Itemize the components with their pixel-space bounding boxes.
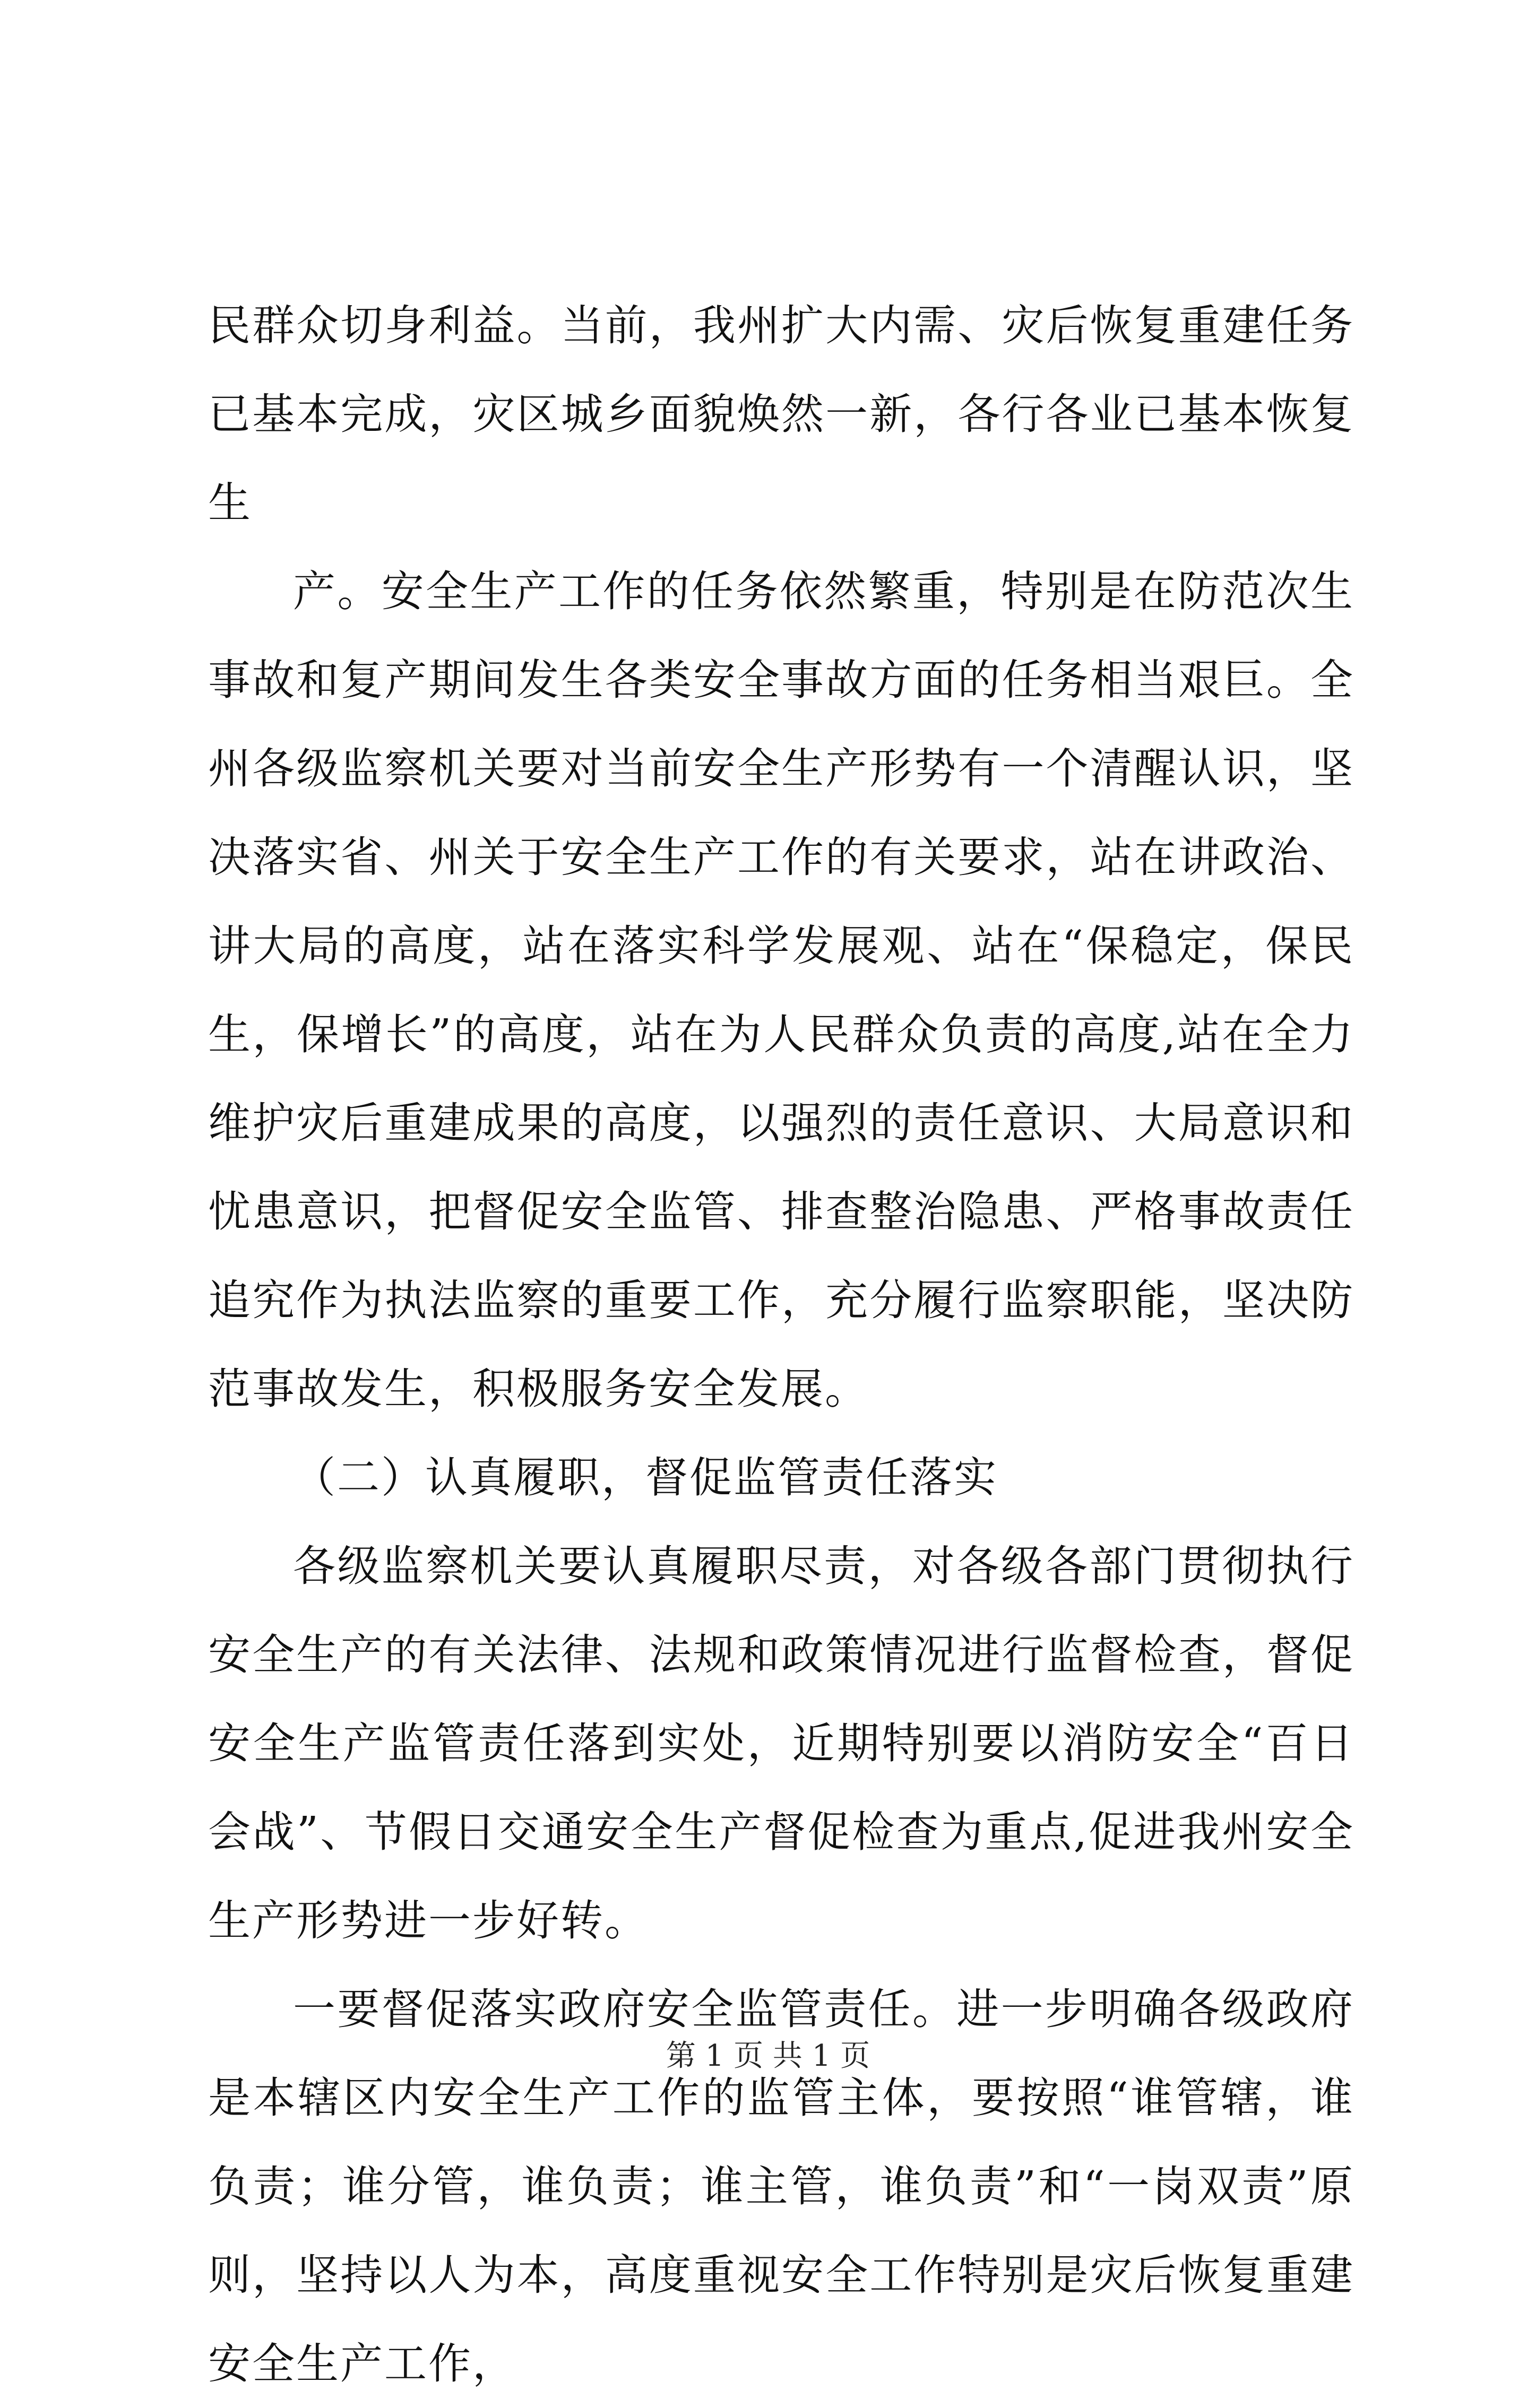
section-heading: （二）认真履职，督促监管责任落实: [293, 1453, 998, 1502]
paragraph-supervision-duty: 各级监察机关要认真履职尽责，对各级各部门贯彻执行安全生产的有关法律、法规和政策情况进行监督检查，督促安全生产监管责任落到实处，近期特别要以消防安全“百日会战”、节假日交通安全生产督促检查为重点,促进我州安全生产形势进一步好转。: [208, 1541, 1354, 1945]
paragraph-government-responsibility: 一要督促落实政府安全监管责任。进一步明确各级政府是本辖区内安全生产工作的监管主体，要按照“谁管辖，谁负责；谁分管，谁负责；谁主管，谁负责”和“一岗双责”原则，坚持以人为本，高度重视安全工作特别是灾后恢复重建安全生产工作，: [208, 1985, 1354, 2388]
page-footer: 第 1 页 共 1 页: [666, 2039, 870, 2073]
paragraph-continued: 民群众切身利益。当前，我州扩大内需、灾后恢复重建任务已基本完成，灾区城乡面貌焕然一新，各行各业已基本恢复生: [208, 301, 1354, 527]
paragraph-safety-situation: 产。安全生产工作的任务依然繁重，特别是在防范次生事故和复产期间发生各类安全事故方面的任务相当艰巨。全州各级监察机关要对当前安全生产形势有一个清醒认识，坚决落实省、州关于安全生产工作的有关要求，站在讲政治、讲大局的高度，站在落实科学发展观、站在“保稳定，保民生，保增长”的高度，站在为人民群众负责的高度,站在全力维护灾后重建成果的高度，以强烈的责任意识、大局意识和忧患意识，把督促安全监管、排查整治隐患、严格事故责任追究作为执法监察的重要工作，充分履行监察职能，坚决防范事故发生，积极服务安全发展。: [208, 567, 1354, 1414]
document-body: [208, 281, 1354, 2408]
